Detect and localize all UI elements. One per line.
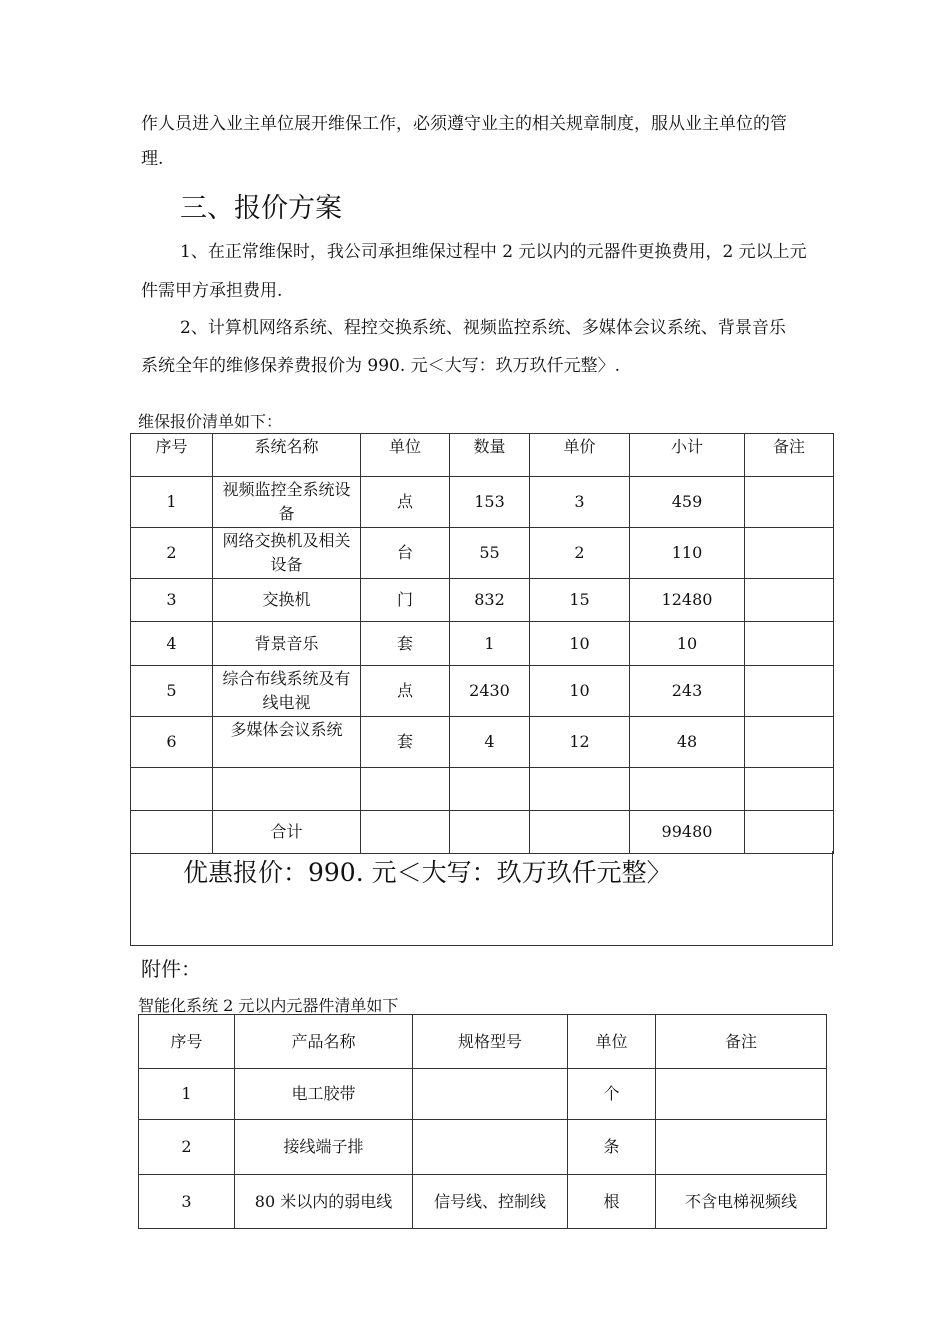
subtotal-cell: 48 bbox=[630, 717, 745, 768]
empty-row bbox=[131, 768, 834, 811]
table-caption: 维保报价清单如下： bbox=[138, 412, 283, 431]
header-cell: 单价 bbox=[530, 434, 630, 477]
unit-cell: 根 bbox=[568, 1175, 656, 1229]
header-cell: 系统名称 bbox=[213, 434, 361, 477]
note-cell bbox=[656, 1069, 827, 1120]
table-row bbox=[139, 1120, 827, 1175]
unit-cell: 套 bbox=[361, 717, 450, 768]
subtotal-cell: 12480 bbox=[630, 579, 745, 622]
note-cell bbox=[745, 666, 834, 717]
quote-table bbox=[130, 433, 834, 854]
price-cell: 10 bbox=[530, 622, 630, 666]
discount-quote-text: 优惠报价：990. 元＜大写：玖万玖仟元整〉 bbox=[183, 858, 672, 887]
quantity-cell: 55 bbox=[450, 528, 530, 579]
header-cell: 序号 bbox=[131, 434, 213, 477]
system-name-line: 线电视 bbox=[262, 693, 311, 712]
note-cell: 不含电梯视频线 bbox=[656, 1175, 827, 1229]
system-name-line: 网络交换机及相关 bbox=[222, 531, 351, 550]
table-row bbox=[139, 1069, 827, 1120]
quantity-cell: 2430 bbox=[450, 666, 530, 717]
note-cell bbox=[745, 717, 834, 768]
unit-cell: 门 bbox=[361, 579, 450, 622]
note-cell bbox=[745, 622, 834, 666]
attachment-table bbox=[138, 1014, 827, 1229]
table-row bbox=[131, 666, 834, 717]
header-cell: 产品名称 bbox=[235, 1015, 413, 1069]
subtotal-cell: 10 bbox=[630, 622, 745, 666]
row-number: 5 bbox=[131, 666, 213, 717]
header-cell: 备注 bbox=[656, 1015, 827, 1069]
table-row bbox=[139, 1175, 827, 1229]
system-name-line: 设备 bbox=[270, 555, 303, 574]
system-name-cell bbox=[213, 528, 361, 579]
row-number: 1 bbox=[131, 477, 213, 528]
paragraph-text: 2、计算机网络系统、程控交换系统、视频监控系统、多媒体会议系统、背景音乐 bbox=[180, 318, 786, 338]
price-cell: 10 bbox=[530, 666, 630, 717]
table-header-row bbox=[131, 434, 834, 477]
header-cell: 规格型号 bbox=[413, 1015, 568, 1069]
price-cell: 12 bbox=[530, 717, 630, 768]
table-row bbox=[131, 622, 834, 666]
system-name-line: 综合布线系统及有 bbox=[222, 669, 351, 688]
system-name-cell bbox=[213, 666, 361, 717]
spec-cell bbox=[413, 1120, 568, 1175]
paragraph-text: 理. bbox=[141, 149, 164, 169]
price-cell: 15 bbox=[530, 579, 630, 622]
discount-quote-box bbox=[130, 851, 833, 946]
system-name-cell: 背景音乐 bbox=[213, 622, 361, 666]
product-name-cell: 电工胶带 bbox=[235, 1069, 413, 1120]
attachment-title: 附件： bbox=[141, 957, 201, 981]
paragraph-text: 1、在正常维保时，我公司承担维保过程中 2 元以内的元器件更换费用，2 元以上元 bbox=[180, 242, 807, 262]
subtotal-cell: 110 bbox=[630, 528, 745, 579]
total-label: 合计 bbox=[213, 811, 361, 854]
unit-cell: 条 bbox=[568, 1120, 656, 1175]
unit-cell: 个 bbox=[568, 1069, 656, 1120]
header-cell: 序号 bbox=[139, 1015, 235, 1069]
note-cell bbox=[745, 477, 834, 528]
row-number: 4 bbox=[131, 622, 213, 666]
quantity-cell: 4 bbox=[450, 717, 530, 768]
system-name-line: 视频监控全系统设 bbox=[222, 480, 351, 499]
unit-cell: 点 bbox=[361, 666, 450, 717]
system-name-cell: 交换机 bbox=[213, 579, 361, 622]
row-number: 6 bbox=[131, 717, 213, 768]
header-cell: 备注 bbox=[745, 434, 834, 477]
price-cell: 2 bbox=[530, 528, 630, 579]
paragraph-text: 系统全年的维修保养费报价为 990. 元＜大写：玖万玖仟元整〉. bbox=[141, 356, 621, 376]
header-cell: 数量 bbox=[450, 434, 530, 477]
system-name-cell: 多媒体会议系统 bbox=[213, 717, 361, 768]
subtotal-cell: 243 bbox=[630, 666, 745, 717]
note-cell bbox=[745, 528, 834, 579]
paragraph-text: 作人员进入业主单位展开维保工作，必须遵守业主的相关规章制度，服从业主单位的管 bbox=[141, 114, 787, 134]
quantity-cell: 153 bbox=[450, 477, 530, 528]
unit-cell: 套 bbox=[361, 622, 450, 666]
subtotal-cell: 459 bbox=[630, 477, 745, 528]
total-row bbox=[131, 811, 834, 854]
header-cell: 小计 bbox=[630, 434, 745, 477]
row-number: 3 bbox=[131, 579, 213, 622]
product-name-cell: 接线端子排 bbox=[235, 1120, 413, 1175]
unit-cell: 点 bbox=[361, 477, 450, 528]
total-value: 99480 bbox=[630, 811, 745, 854]
spec-cell: 信号线、控制线 bbox=[413, 1175, 568, 1229]
table-header-row bbox=[139, 1015, 827, 1069]
price-cell: 3 bbox=[530, 477, 630, 528]
system-name-line: 备 bbox=[278, 504, 295, 523]
note-cell bbox=[745, 579, 834, 622]
note-cell bbox=[656, 1120, 827, 1175]
table-row bbox=[131, 477, 834, 528]
row-number: 1 bbox=[139, 1069, 235, 1120]
spec-cell bbox=[413, 1069, 568, 1120]
header-cell: 单位 bbox=[361, 434, 450, 477]
row-number: 2 bbox=[139, 1120, 235, 1175]
row-number: 2 bbox=[131, 528, 213, 579]
table-row bbox=[131, 579, 834, 622]
quantity-cell: 832 bbox=[450, 579, 530, 622]
table-row bbox=[131, 717, 834, 768]
table-row bbox=[131, 528, 834, 579]
unit-cell: 台 bbox=[361, 528, 450, 579]
row-number: 3 bbox=[139, 1175, 235, 1229]
section-heading: 三、报价方案 bbox=[180, 193, 342, 224]
header-cell: 单位 bbox=[568, 1015, 656, 1069]
product-name-cell: 80 米以内的弱电线 bbox=[235, 1175, 413, 1229]
system-name-cell bbox=[213, 477, 361, 528]
quantity-cell: 1 bbox=[450, 622, 530, 666]
paragraph-text: 件需甲方承担费用. bbox=[141, 281, 283, 301]
attachment-caption: 智能化系统 2 元以内元器件清单如下 bbox=[138, 996, 399, 1015]
